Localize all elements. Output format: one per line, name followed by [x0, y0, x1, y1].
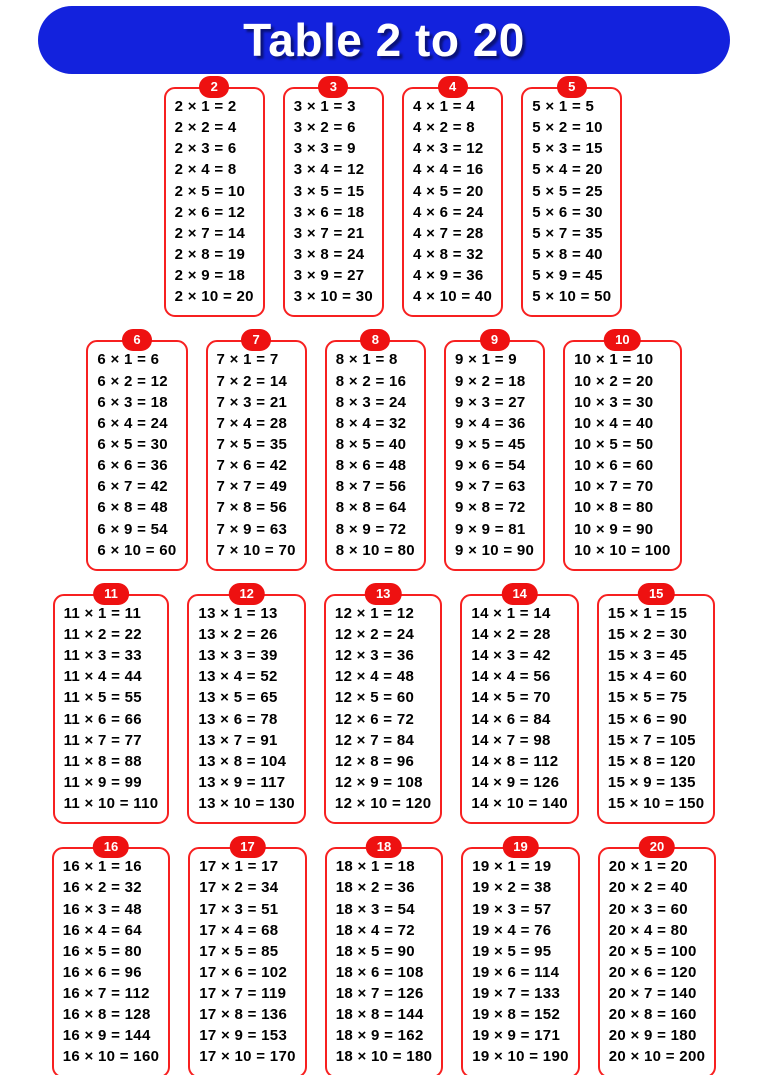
table-row-4: [0, 836, 768, 1075]
equation-line: 2 × 1 = 2: [174, 98, 237, 115]
equation-line: 3 × 1 = 3: [293, 98, 356, 115]
equation-line: 11 × 8 = 88: [63, 752, 142, 770]
equation-line: 6 × 8 = 48: [97, 499, 168, 517]
equation-line: 11 × 4 = 44: [63, 668, 142, 686]
equation-line: 14 × 1 = 14: [471, 604, 551, 622]
equation-line: 10 × 10 = 100: [574, 541, 671, 559]
equation-line: 2 × 3 = 6: [174, 140, 237, 158]
table-card-body: [283, 87, 384, 317]
table-card-5: [521, 76, 622, 317]
page-title: Table 2 to 20: [243, 14, 525, 66]
table-badge: 18: [366, 836, 402, 858]
equation-line: 4 × 5 = 20: [413, 182, 484, 200]
table-card-11: [53, 583, 170, 824]
equation-line: 10 × 3 = 30: [574, 393, 654, 411]
equation-list: [608, 603, 705, 814]
table-card-body: [187, 594, 306, 824]
equation-line: 19 × 6 = 114: [472, 963, 560, 981]
equation-line: 14 × 4 = 56: [471, 668, 551, 686]
equation-line: 11 × 9 = 99: [63, 773, 142, 791]
table-badge: 14: [501, 583, 537, 605]
equation-line: 18 × 5 = 90: [335, 942, 415, 960]
table-badge: 6: [122, 329, 152, 351]
equation-line: 16 × 6 = 96: [62, 963, 142, 981]
equation-line: 5 × 2 = 10: [532, 119, 603, 137]
equation-line: 16 × 8 = 128: [62, 1006, 151, 1024]
equation-line: 4 × 9 = 36: [413, 267, 484, 285]
table-card-3: [283, 76, 384, 317]
equation-line: 2 × 10 = 20: [174, 288, 254, 306]
equation-line: 16 × 9 = 144: [62, 1027, 151, 1045]
equation-line: 19 × 4 = 76: [472, 921, 552, 939]
equation-line: 12 × 6 = 72: [334, 710, 415, 728]
table-badge: 19: [502, 836, 538, 858]
table-row-3: [0, 583, 768, 824]
table-card-body: [206, 340, 307, 570]
equation-line: 16 × 1 = 16: [62, 858, 142, 876]
equation-line: 10 × 2 = 20: [574, 372, 654, 390]
equation-line: 12 × 8 = 96: [334, 752, 415, 770]
equation-line: 10 × 8 = 80: [574, 499, 654, 517]
equation-line: 13 × 5 = 65: [198, 689, 278, 707]
equation-line: 7 × 6 = 42: [216, 457, 288, 475]
equation-line: 3 × 4 = 12: [293, 161, 365, 179]
equation-line: 3 × 5 = 15: [293, 182, 365, 200]
equation-list: [472, 856, 569, 1067]
equation-list: [199, 856, 296, 1067]
table-card-20: [598, 836, 717, 1075]
table-card-body: [52, 847, 171, 1075]
equation-line: 20 × 2 = 40: [608, 879, 688, 897]
equation-line: 2 × 6 = 12: [174, 203, 246, 221]
equation-line: 17 × 2 = 34: [199, 879, 279, 897]
table-badge: 12: [228, 583, 264, 605]
equation-line: 19 × 1 = 19: [472, 858, 552, 876]
equation-line: 8 × 3 = 24: [335, 393, 407, 411]
equation-line: 12 × 5 = 60: [334, 689, 415, 707]
equation-list: [574, 349, 671, 560]
equation-line: 9 × 10 = 90: [454, 541, 535, 559]
equation-line: 19 × 3 = 57: [472, 900, 552, 918]
equation-line: 13 × 1 = 13: [198, 604, 278, 622]
equation-line: 4 × 2 = 8: [413, 119, 475, 137]
equation-line: 12 × 3 = 36: [334, 647, 415, 665]
table-badge: 9: [480, 329, 510, 351]
equation-line: 15 × 6 = 90: [607, 710, 688, 728]
equation-line: 18 × 1 = 18: [335, 858, 415, 876]
equation-line: 4 × 10 = 40: [413, 288, 493, 306]
table-badge: 8: [360, 329, 390, 351]
equation-line: 14 × 5 = 70: [471, 689, 551, 707]
equation-line: 9 × 3 = 27: [454, 393, 526, 411]
equation-line: 20 × 4 = 80: [608, 921, 688, 939]
table-card-body: [188, 847, 307, 1075]
equation-line: 8 × 2 = 16: [335, 372, 407, 390]
equation-line: 9 × 8 = 72: [454, 499, 526, 517]
equation-line: 16 × 3 = 48: [62, 900, 142, 918]
equation-line: 14 × 2 = 28: [471, 625, 551, 643]
equation-line: 7 × 3 = 21: [216, 393, 288, 411]
table-card-12: [187, 583, 306, 824]
table-card-17: [188, 836, 307, 1075]
equation-list: [175, 96, 254, 307]
equation-line: 10 × 9 = 90: [574, 520, 654, 538]
equation-line: 19 × 2 = 38: [472, 879, 552, 897]
equation-line: 6 × 4 = 24: [97, 414, 168, 432]
equation-line: 17 × 5 = 85: [199, 942, 279, 960]
equation-line: 20 × 7 = 140: [608, 985, 697, 1003]
table-card-body: [563, 340, 682, 570]
equation-line: 8 × 8 = 64: [335, 499, 407, 517]
table-card-6: [86, 329, 187, 570]
equation-line: 2 × 5 = 10: [174, 182, 246, 200]
equation-line: 14 × 7 = 98: [471, 731, 551, 749]
table-badge: 10: [604, 329, 640, 351]
table-badge: 15: [638, 583, 674, 605]
equation-line: 20 × 8 = 160: [608, 1006, 697, 1024]
equation-list: [294, 96, 373, 307]
table-badge: 7: [241, 329, 271, 351]
equation-line: 13 × 8 = 104: [198, 752, 287, 770]
equation-line: 15 × 2 = 30: [607, 625, 688, 643]
equation-line: 13 × 9 = 117: [198, 773, 286, 791]
table-card-body: [598, 847, 717, 1075]
table-card-body: [324, 594, 443, 824]
equation-line: 16 × 4 = 64: [62, 921, 142, 939]
equation-line: 11 × 7 = 77: [63, 731, 142, 749]
equation-line: 13 × 3 = 39: [198, 647, 278, 665]
equation-list: [63, 856, 160, 1067]
equation-line: 11 × 5 = 55: [63, 689, 142, 707]
table-card-16: [52, 836, 171, 1075]
table-card-body: [460, 594, 579, 824]
table-badge: 16: [93, 836, 129, 858]
equation-line: 8 × 6 = 48: [335, 457, 407, 475]
table-card-14: [460, 583, 579, 824]
equation-line: 11 × 10 = 110: [63, 795, 159, 813]
equation-line: 9 × 6 = 54: [454, 457, 526, 475]
equation-line: 8 × 4 = 32: [335, 414, 407, 432]
equation-line: 10 × 1 = 10: [574, 351, 654, 369]
equation-line: 11 × 6 = 66: [63, 710, 142, 728]
table-card-body: [325, 847, 444, 1075]
table-card-10: [563, 329, 682, 570]
equation-line: 19 × 5 = 95: [472, 942, 552, 960]
equation-line: 7 × 5 = 35: [216, 435, 288, 453]
equation-line: 20 × 5 = 100: [608, 942, 697, 960]
table-card-body: [461, 847, 580, 1075]
equation-line: 5 × 1 = 5: [532, 98, 595, 115]
table-card-9: [444, 329, 545, 570]
equation-line: 6 × 1 = 6: [97, 351, 160, 369]
equation-line: 15 × 4 = 60: [607, 668, 688, 686]
equation-list: [335, 603, 432, 814]
equation-line: 13 × 10 = 130: [198, 795, 295, 813]
equation-line: 17 × 8 = 136: [199, 1006, 288, 1024]
equation-line: 10 × 6 = 60: [574, 457, 654, 475]
equation-line: 20 × 3 = 60: [608, 900, 688, 918]
equation-line: 18 × 4 = 72: [335, 921, 415, 939]
equation-line: 6 × 6 = 36: [97, 457, 168, 475]
equation-line: 5 × 6 = 30: [532, 203, 603, 221]
equation-line: 9 × 1 = 9: [454, 351, 517, 369]
table-card-body: [444, 340, 545, 570]
equation-line: 8 × 5 = 40: [335, 435, 407, 453]
table-badge: 13: [365, 583, 401, 605]
table-row-2: [0, 329, 768, 570]
table-badge: 20: [639, 836, 675, 858]
equation-line: 9 × 5 = 45: [454, 435, 526, 453]
equation-list: [217, 349, 296, 560]
equation-list: [532, 96, 611, 307]
equation-line: 16 × 7 = 112: [62, 985, 150, 1003]
table-card-body: [325, 340, 426, 570]
equation-line: 13 × 2 = 26: [198, 625, 278, 643]
table-badge: 3: [318, 76, 348, 98]
equation-line: 3 × 9 = 27: [293, 267, 365, 285]
equation-line: 15 × 3 = 45: [607, 647, 688, 665]
equation-line: 8 × 1 = 8: [335, 351, 398, 369]
equation-line: 6 × 5 = 30: [97, 435, 168, 453]
equation-line: 7 × 10 = 70: [216, 541, 296, 559]
equation-line: 2 × 2 = 4: [174, 119, 237, 137]
equation-line: 5 × 3 = 15: [532, 140, 603, 158]
table-card-body: [86, 340, 187, 570]
equation-line: 10 × 5 = 50: [574, 435, 654, 453]
equation-line: 10 × 7 = 70: [574, 478, 654, 496]
equation-line: 5 × 5 = 25: [532, 182, 603, 200]
equation-line: 7 × 8 = 56: [216, 499, 288, 517]
equation-line: 8 × 10 = 80: [335, 541, 415, 559]
table-badge: 17: [229, 836, 265, 858]
equation-line: 14 × 9 = 126: [471, 773, 560, 791]
equation-line: 6 × 10 = 60: [97, 541, 177, 559]
table-card-13: [324, 583, 443, 824]
equation-line: 4 × 1 = 4: [413, 98, 475, 115]
equation-line: 5 × 4 = 20: [532, 161, 603, 179]
table-card-8: [325, 329, 426, 570]
equation-line: 12 × 2 = 24: [334, 625, 415, 643]
equation-line: 7 × 2 = 14: [216, 372, 288, 390]
table-row-1: [0, 76, 768, 317]
equation-list: [198, 603, 295, 814]
equation-line: 16 × 2 = 32: [62, 879, 142, 897]
table-card-4: [402, 76, 503, 317]
equation-line: 17 × 6 = 102: [199, 963, 288, 981]
equation-line: 3 × 2 = 6: [293, 119, 356, 137]
equation-line: 2 × 9 = 18: [174, 267, 246, 285]
table-card-18: [325, 836, 444, 1075]
equation-line: 4 × 6 = 24: [413, 203, 484, 221]
equation-line: 19 × 8 = 152: [472, 1006, 561, 1024]
equation-line: 7 × 4 = 28: [216, 414, 288, 432]
equation-line: 10 × 4 = 40: [574, 414, 654, 432]
equation-line: 8 × 9 = 72: [335, 520, 407, 538]
equation-list: [455, 349, 534, 560]
equation-line: 6 × 2 = 12: [97, 372, 168, 390]
equation-line: 20 × 10 = 200: [608, 1048, 706, 1066]
equation-line: 20 × 1 = 20: [608, 858, 688, 876]
equation-line: 16 × 5 = 80: [62, 942, 142, 960]
equation-line: 17 × 1 = 17: [199, 858, 279, 876]
equation-line: 3 × 6 = 18: [293, 203, 365, 221]
table-card-19: [461, 836, 580, 1075]
equation-line: 5 × 8 = 40: [532, 245, 603, 263]
equation-line: 3 × 3 = 9: [293, 140, 356, 158]
equation-line: 12 × 4 = 48: [334, 668, 415, 686]
equation-line: 5 × 9 = 45: [532, 267, 603, 285]
equation-line: 15 × 5 = 75: [607, 689, 688, 707]
equation-line: 20 × 6 = 120: [608, 963, 697, 981]
equation-line: 6 × 9 = 54: [97, 520, 168, 538]
equation-list: [336, 856, 433, 1067]
table-badge: 2: [199, 76, 229, 98]
equation-line: 19 × 9 = 171: [472, 1027, 561, 1045]
equation-line: 4 × 4 = 16: [413, 161, 484, 179]
equation-line: 16 × 10 = 160: [62, 1048, 160, 1066]
equation-line: 3 × 7 = 21: [293, 224, 365, 242]
equation-list: [64, 603, 159, 814]
equation-line: 15 × 1 = 15: [607, 604, 688, 622]
table-card-body: [402, 87, 503, 317]
equation-list: [413, 96, 492, 307]
equation-line: 7 × 1 = 7: [216, 351, 279, 369]
equation-line: 17 × 3 = 51: [199, 900, 279, 918]
equation-line: 4 × 8 = 32: [413, 245, 484, 263]
title-banner: [38, 6, 730, 74]
equation-line: 5 × 7 = 35: [532, 224, 603, 242]
equation-line: 2 × 4 = 8: [174, 161, 237, 179]
equation-line: 9 × 2 = 18: [454, 372, 526, 390]
table-card-body: [597, 594, 716, 824]
equation-line: 13 × 4 = 52: [198, 668, 278, 686]
equation-line: 15 × 8 = 120: [607, 752, 696, 770]
equation-line: 19 × 7 = 133: [472, 985, 561, 1003]
table-card-15: [597, 583, 716, 824]
equation-list: [471, 603, 568, 814]
equation-line: 9 × 4 = 36: [454, 414, 526, 432]
equation-line: 12 × 10 = 120: [334, 795, 432, 813]
equation-line: 15 × 7 = 105: [607, 731, 696, 749]
table-card-7: [206, 329, 307, 570]
equation-line: 13 × 7 = 91: [198, 731, 278, 749]
equation-line: 11 × 3 = 33: [63, 647, 142, 665]
equation-line: 6 × 3 = 18: [97, 393, 168, 411]
table-badge: 11: [93, 583, 129, 605]
equation-line: 4 × 7 = 28: [413, 224, 484, 242]
equation-line: 12 × 9 = 108: [334, 773, 423, 791]
equation-line: 7 × 7 = 49: [216, 478, 288, 496]
table-card-body: [164, 87, 265, 317]
table-card-body: [53, 594, 170, 824]
equation-line: 18 × 10 = 180: [335, 1048, 433, 1066]
equation-line: 18 × 2 = 36: [335, 879, 415, 897]
equation-line: 14 × 8 = 112: [471, 752, 559, 770]
equation-line: 18 × 8 = 144: [335, 1006, 424, 1024]
equation-line: 18 × 7 = 126: [335, 985, 424, 1003]
equation-list: [609, 856, 706, 1067]
equation-line: 2 × 7 = 14: [174, 224, 246, 242]
equation-line: 17 × 7 = 119: [199, 985, 287, 1003]
equation-line: 18 × 9 = 162: [335, 1027, 424, 1045]
equation-line: 9 × 7 = 63: [454, 478, 526, 496]
equation-line: 15 × 9 = 135: [607, 773, 696, 791]
equation-line: 11 × 1 = 11: [63, 604, 142, 622]
equation-line: 3 × 8 = 24: [293, 245, 365, 263]
equation-line: 14 × 6 = 84: [471, 710, 551, 728]
tables-grid: [0, 76, 768, 1075]
equation-line: 14 × 10 = 140: [471, 795, 568, 813]
equation-line: 9 × 9 = 81: [454, 520, 526, 538]
equation-line: 14 × 3 = 42: [471, 647, 551, 665]
equation-line: 17 × 4 = 68: [199, 921, 279, 939]
equation-line: 18 × 6 = 108: [335, 963, 424, 981]
equation-line: 20 × 9 = 180: [608, 1027, 697, 1045]
equation-line: 13 × 6 = 78: [198, 710, 278, 728]
equation-line: 6 × 7 = 42: [97, 478, 168, 496]
table-card-2: [164, 76, 265, 317]
equation-line: 15 × 10 = 150: [607, 795, 705, 813]
equation-list: [97, 349, 176, 560]
equation-line: 5 × 10 = 50: [532, 288, 612, 306]
equation-line: 11 × 2 = 22: [63, 625, 142, 643]
equation-line: 18 × 3 = 54: [335, 900, 415, 918]
table-card-body: [521, 87, 622, 317]
equation-line: 3 × 10 = 30: [293, 288, 373, 306]
table-badge: 5: [557, 76, 587, 98]
table-badge: 4: [438, 76, 468, 98]
equation-line: 12 × 1 = 12: [334, 604, 415, 622]
equation-line: 2 × 8 = 19: [174, 245, 246, 263]
equation-list: [336, 349, 415, 560]
equation-line: 12 × 7 = 84: [334, 731, 415, 749]
equation-line: 7 × 9 = 63: [216, 520, 288, 538]
equation-line: 17 × 10 = 170: [199, 1048, 296, 1066]
equation-line: 17 × 9 = 153: [199, 1027, 288, 1045]
equation-line: 4 × 3 = 12: [413, 140, 484, 158]
equation-line: 19 × 10 = 190: [472, 1048, 569, 1066]
equation-line: 8 × 7 = 56: [335, 478, 407, 496]
